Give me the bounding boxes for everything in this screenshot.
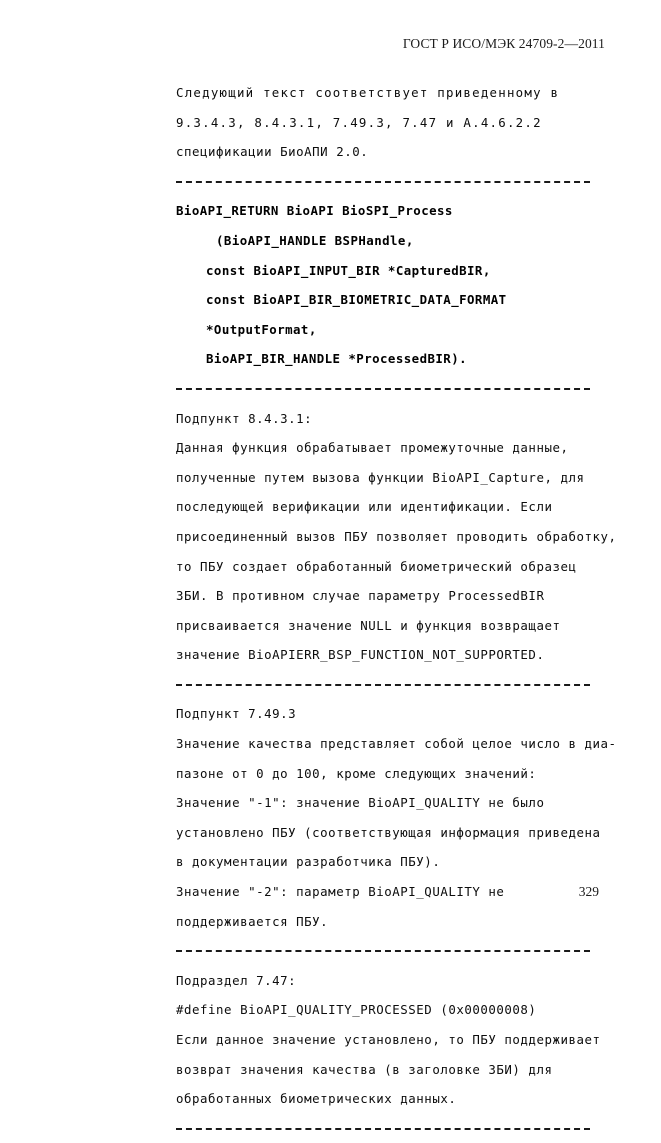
body-line: обработанных биометрических данных. (176, 1091, 457, 1107)
intro-line: Следующий текст соответствует приведенному в (176, 85, 560, 100)
dashed-line (176, 684, 590, 686)
code-line: (BioAPI_HANDLE BSPHandle, (216, 232, 414, 248)
code-line: *OutputFormat, (206, 321, 317, 337)
intro-line: 9.3.4.3, 8.4.3.1, 7.49.3, 7.47 и А.4.6.2.2 (176, 114, 542, 130)
page-body (176, 78, 617, 1143)
intro-line: спецификации БиоАПИ 2.0. (176, 144, 369, 160)
page-number: 329 (578, 884, 599, 899)
body-line: Данная функция обрабатывает промежуточные данные, (176, 440, 569, 456)
body-line: значение BioAPIERR_BSP_FUNCTION_NOT_SUPPORTED. (176, 647, 545, 663)
dashed-line (176, 950, 590, 952)
separator-rule (176, 374, 596, 404)
code-line: BioAPI_RETURN BioAPI BioSPI_Process (176, 203, 453, 219)
code-line: const BioAPI_INPUT_BIR *CapturedBIR, (206, 262, 491, 278)
body-line: то ПБУ создает обработанный биометрический образец (176, 558, 577, 574)
dashed-line (176, 388, 590, 390)
body-line: Если данное значение установлено, то ПБУ поддерживает (176, 1032, 601, 1047)
body-line: возврат значения качества (в заголовке ЗБИ) для (176, 1061, 553, 1077)
body-line: установлено ПБУ (соответствующая информация приведена (176, 824, 601, 840)
dashed-line (176, 181, 590, 183)
separator-rule (176, 167, 596, 197)
code-line: const BioAPI_BIR_BIOMETRIC_DATA_FORMAT (206, 292, 507, 308)
body-line: поддерживается ПБУ. (176, 913, 329, 929)
separator-rule (176, 1114, 596, 1143)
section-heading-7493: Подпункт 7.49.3 (176, 706, 297, 722)
section-heading-747: Подраздел 7.47: (176, 972, 297, 988)
body-line: Значение "-1": значение BioAPI_QUALITY не было (176, 795, 545, 811)
body-line: #define BioAPI_QUALITY_PROCESSED (0x00000008) (176, 1002, 537, 1018)
dashed-line (176, 1128, 590, 1130)
running-head: ГОСТ Р ИСО/МЭК 24709-2—2011 (402, 36, 605, 51)
body-line: присваивается значение NULL и функция возвращает (176, 617, 561, 633)
body-line: присоединенный вызов ПБУ позволяет проводить обработку, (176, 528, 617, 544)
code-line: BioAPI_BIR_HANDLE *ProcessedBIR). (206, 351, 468, 367)
body-line: полученные путем вызова функции BioAPI_Capture, для (176, 469, 585, 485)
body-line: Значение качества представляет собой целое число в диа- (176, 736, 617, 752)
body-line: Значение "-2": параметр BioAPI_QUALITY не (176, 884, 505, 900)
separator-rule (176, 670, 596, 700)
body-line: последующей верификации или идентификации. Если (176, 499, 553, 515)
body-line: ЗБИ. В противном случае параметру ProcessedBIR (176, 588, 545, 604)
separator-rule (176, 936, 596, 966)
section-heading-8431: Подпункт 8.4.3.1: (176, 410, 313, 426)
body-line: в документации разработчика ПБУ). (176, 854, 441, 870)
body-line: пазоне от 0 до 100, кроме следующих значений: (176, 765, 537, 781)
